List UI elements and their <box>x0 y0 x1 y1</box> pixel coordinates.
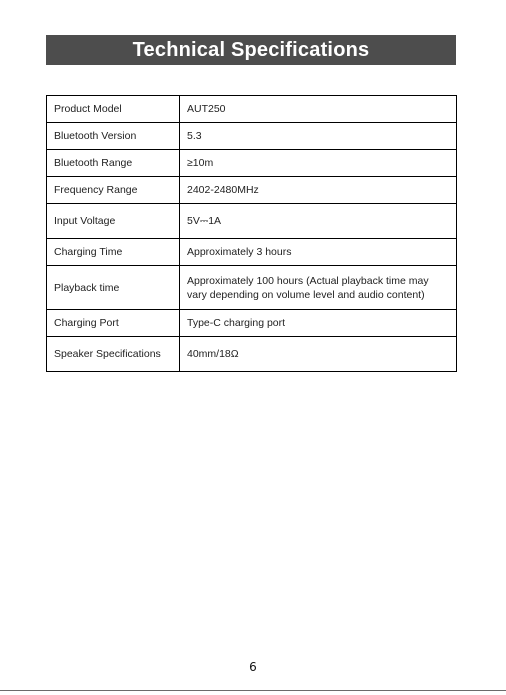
table-row <box>47 177 457 204</box>
spec-label: Charging Port <box>47 310 180 337</box>
table-row <box>47 266 457 310</box>
spec-value: Approximately 100 hours (Actual playback time may vary depending on volume level and audio content) <box>180 266 457 310</box>
spec-label: Charging Time <box>47 239 180 266</box>
page-title: Technical Specifications <box>46 35 456 65</box>
spec-value: 2402-2480MHz <box>180 177 457 204</box>
spec-value: 5V⎓1A <box>180 204 457 239</box>
spec-label: Speaker Specifications <box>47 337 180 372</box>
spec-value: AUT250 <box>180 96 457 123</box>
spec-value: 40mm/18Ω <box>180 337 457 372</box>
table-row <box>47 96 457 123</box>
spec-label: Bluetooth Range <box>47 150 180 177</box>
spec-value: 5.3 <box>180 123 457 150</box>
spec-label: Bluetooth Version <box>47 123 180 150</box>
spec-label: Product Model <box>47 96 180 123</box>
spec-label: Frequency Range <box>47 177 180 204</box>
specifications-table <box>46 95 457 372</box>
spec-label: Input Voltage <box>47 204 180 239</box>
table-row <box>47 150 457 177</box>
table-row <box>47 310 457 337</box>
table-row <box>47 337 457 372</box>
table-row <box>47 204 457 239</box>
bottom-divider <box>0 690 506 691</box>
table-row <box>47 239 457 266</box>
spec-value: ≥10m <box>180 150 457 177</box>
spec-value: Type-C charging port <box>180 310 457 337</box>
table-row <box>47 123 457 150</box>
page-number: 6 <box>249 660 257 674</box>
spec-label: Playback time <box>47 266 180 310</box>
spec-value: Approximately 3 hours <box>180 239 457 266</box>
